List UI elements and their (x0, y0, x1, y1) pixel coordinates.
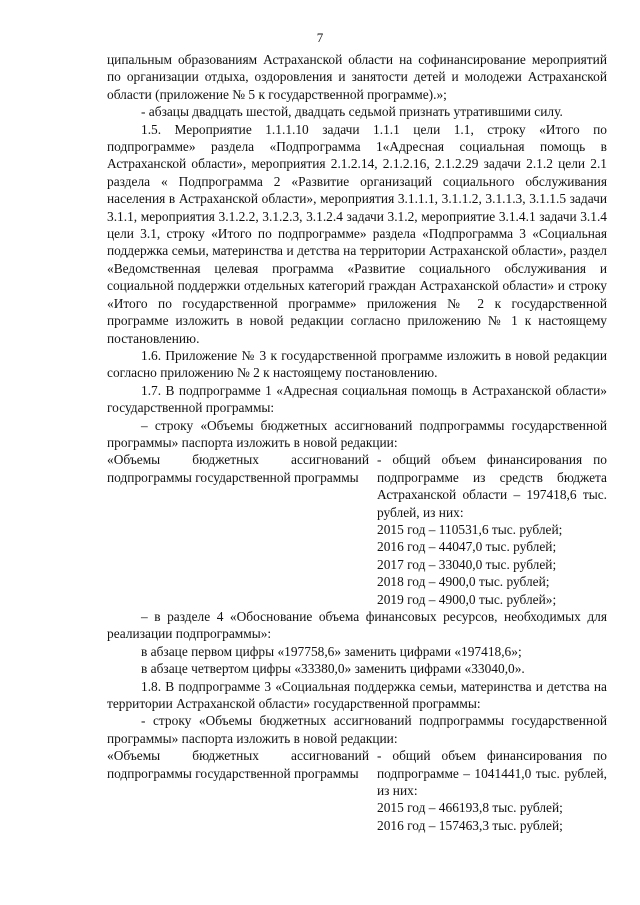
paragraph-abzac-pervyi: в абзаце первом цифры «197758,6» заменить цифрами «197418,6»; (141, 643, 522, 659)
paragraph-stroku-2: - строку «Объемы бюджетных ассигнований подпрограммы государственной программы» паспорта изложить в новой редакции: (107, 713, 607, 746)
passport-table-1-year: 2016 год – 44047,0 тыс. рублей; (377, 539, 557, 555)
paragraph-1-7: 1.7. В подпрограмме 1 «Адресная социальная помощь в Астраханской области» государственной программы: (107, 382, 607, 416)
paragraph-1-6: 1.6. Приложение № 3 к государственной программе изложить в новой редакции согласно приложению № 2 к настоящему постановлению. (107, 347, 607, 381)
passport-table-1-year: 2015 год – 110531,6 тыс. рублей; (377, 521, 563, 537)
passport-table-2-intro: - общий объем финансирования по подпрограмме – 1041441,0 тыс. рублей, из них: (377, 748, 607, 799)
paragraph-razdel-4: – в разделе 4 «Обоснование объема финансовых ресурсов, необходимых для реализации подпрограммы»: (107, 609, 607, 642)
passport-table-2-year: 2016 год – 157463,3 тыс. рублей; (377, 817, 563, 833)
document-body (107, 51, 607, 834)
passport-table-1-label: «Объемы бюджетных ассигнований подпрограммы государственной программы (107, 452, 369, 485)
passport-table-1-year: 2017 год – 33040,0 тыс. рублей; (377, 556, 557, 572)
paragraph-1-5: 1.5. Мероприятие 1.1.1.10 задачи 1.1.1 цели 1.1, строку «Итого по подпрограмме» раздела «Подпрограмма 1«Адресная социальная помощь в Астраханской области», мероприятия 2.1.2.14, 2.1.2.16, 2.1.2.29 задачи 2.1.2 цели 2.1 раздела « Подпрограмма 2 «Развитие организаций социального обслуживания населения в Астраханской области», мероприятия 3.1.1.1, 3.1.1.2, 3.1.1.3, 3.1.1.5 задачи 3.1.1, мероприятия 3.1.2.2, 3.1.2.3, 3.1.2.4 задачи 3.1.2, мероприятие 3.1.4.1 задачи 3.1.4 цели 3.1, строку «Итого по подпрограмме» раздела «Подпрограмма 3 «Социальная поддержка семьи, материнства и детства на территории Астраханской области», раздел «Ведомственная целевая программа «Развитие социального обслуживания и социальной поддержки отдельных категорий граждан Астраханской области» и строку «Итого по государственной программе» приложения № 2 к государственной программе изложить в новой редакции согласно приложению № 1 к настоящему постановлению. (107, 121, 607, 346)
passport-table-1-year: 2019 год – 4900,0 тыс. рублей»; (377, 591, 557, 607)
passport-table-1-value (377, 451, 607, 608)
passport-table-2 (107, 747, 607, 834)
passport-table-1 (107, 451, 607, 608)
paragraph-stroku-1: – строку «Объемы бюджетных ассигнований подпрограммы государственной программы» паспорта изложить в новой редакции: (107, 417, 607, 450)
passport-table-1-intro: - общий объем финансирования по подпрограмме из средств бюджета Астраханской области – 197418,6 тыс. рублей, из них: (377, 452, 607, 520)
passport-table-2-label: «Объемы бюджетных ассигнований подпрограммы государственной программы (107, 748, 369, 781)
passport-table-2-year: 2015 год – 466193,8 тыс. рублей; (377, 800, 563, 816)
page-number: 7 (316, 30, 324, 45)
paragraph-continuation: ципальным образованиям Астраханской области на софинансирование мероприятий по организации отдыха, оздоровления и занятости детей и молодежи Астраханской области (приложение № 5 к государственной программе).»; (107, 52, 607, 102)
paragraph-abzacy: - абзацы двадцать шестой, двадцать седьмой признать утратившими силу. (141, 104, 563, 120)
paragraph-abzac-chetvertyi: в абзаце четвертом цифры «33380,0» заменить цифрами «33040,0». (141, 661, 525, 677)
passport-table-2-value (377, 747, 607, 834)
passport-table-1-year: 2018 год – 4900,0 тыс. рублей; (377, 574, 550, 590)
paragraph-1-8: 1.8. В подпрограмме 3 «Социальная поддержка семьи, материнства и детства на территории Астраханской области» государственной программы: (107, 678, 607, 712)
